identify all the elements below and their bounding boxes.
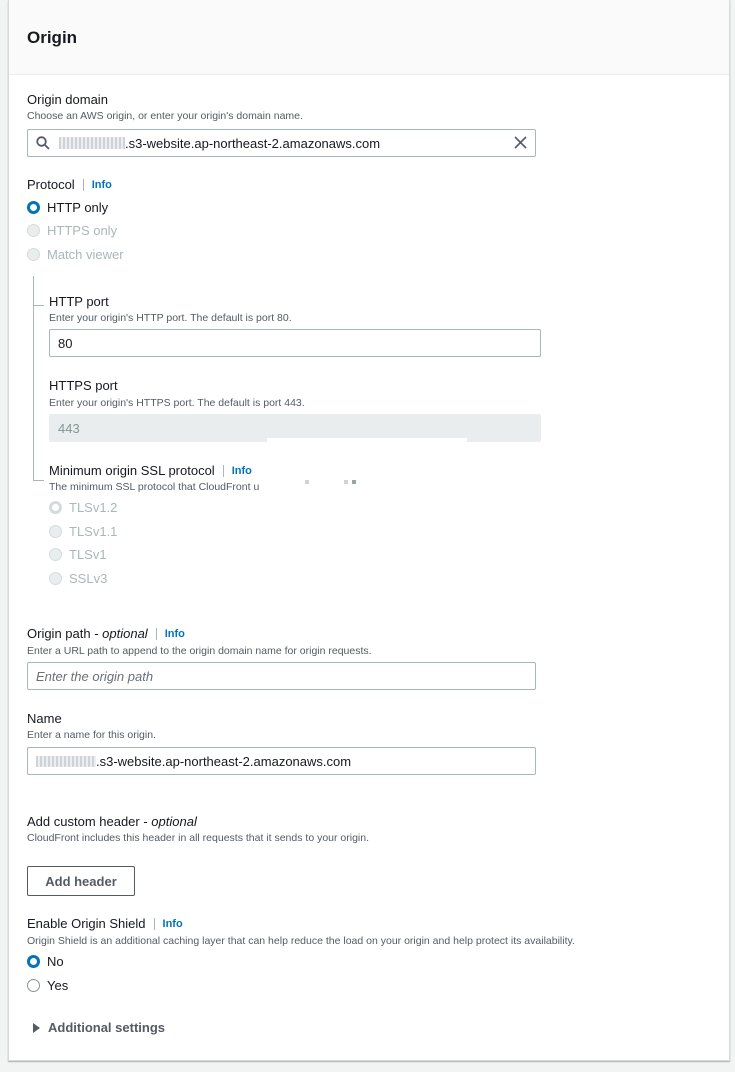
name-value: .s3-website.ap-northeast-2.amazonaws.com xyxy=(96,753,352,769)
origin-shield-label-row xyxy=(27,916,183,931)
protocol-match-viewer xyxy=(27,247,124,262)
panel-header xyxy=(9,0,729,75)
name-input[interactable] xyxy=(27,747,536,775)
ssl-tlsv12 xyxy=(49,500,117,515)
protocol-https-only xyxy=(27,223,117,238)
redaction-mark xyxy=(305,480,309,484)
radio-button[interactable] xyxy=(27,979,40,992)
radio-label: SSLv3 xyxy=(69,571,108,586)
radio-button[interactable] xyxy=(27,955,40,968)
redacted-text xyxy=(36,756,96,767)
origin-path-description: Enter a URL path to append to the origin domain name for origin requests. xyxy=(27,645,372,657)
radio-label: TLSv1 xyxy=(69,547,107,562)
radio-button xyxy=(49,501,62,514)
name-description: Enter a name for this origin. xyxy=(27,729,156,741)
ssl-protocol-description: The minimum SSL protocol that CloudFront u xyxy=(49,481,260,493)
custom-header-label-row xyxy=(27,814,197,829)
ssl-info-link[interactable]: Info xyxy=(223,465,252,477)
http-port-input[interactable] xyxy=(49,329,541,357)
nested-tick xyxy=(33,305,44,306)
panel-title: Origin xyxy=(27,28,78,47)
redaction-mark xyxy=(352,480,356,484)
origin-path-label: Origin path - xyxy=(27,626,103,641)
http-port-label: HTTP port xyxy=(49,294,109,309)
name-label: Name xyxy=(27,711,62,726)
radio-button xyxy=(27,224,40,237)
custom-header-description: CloudFront includes this header in all requests that it sends to your origin. xyxy=(27,832,370,844)
additional-settings-label: Additional settings xyxy=(48,1020,165,1035)
ssl-label-row xyxy=(49,463,252,478)
add-header-button[interactable]: Add header xyxy=(27,866,135,896)
custom-header-label: Add custom header - xyxy=(27,814,152,829)
optional-tag: optional xyxy=(151,814,197,829)
radio-button xyxy=(49,548,62,561)
origin-path-placeholder: Enter the origin path xyxy=(36,668,154,684)
radio-label: HTTP only xyxy=(47,200,109,215)
radio-label: TLSv1.2 xyxy=(69,500,118,515)
origin-panel xyxy=(8,0,730,1061)
radio-label: HTTPS only xyxy=(47,223,118,238)
ssl-tlsv1 xyxy=(49,547,107,562)
radio-button xyxy=(27,248,40,261)
origin-shield-label: Enable Origin Shield xyxy=(27,916,146,931)
radio-label: TLSv1.1 xyxy=(69,524,118,539)
origin-shield-info-link[interactable]: Info xyxy=(154,918,183,930)
https-port-description: Enter your origin's HTTPS port. The default is port 443. xyxy=(49,397,305,409)
close-icon[interactable] xyxy=(514,136,527,149)
redaction-patch xyxy=(267,438,467,443)
ssl-sslv3 xyxy=(49,571,107,586)
ssl-tlsv11 xyxy=(49,524,117,539)
https-port-label: HTTPS port xyxy=(49,378,118,393)
origin-path-info-link[interactable]: Info xyxy=(156,628,185,640)
nested-settings-line xyxy=(33,276,34,481)
additional-settings-toggle[interactable] xyxy=(33,1020,165,1035)
protocol-info-link[interactable]: Info xyxy=(83,179,112,191)
search-icon xyxy=(36,136,50,150)
origin-domain-value: .s3-website.ap-northeast-2.amazonaws.com xyxy=(125,135,381,151)
optional-tag: optional xyxy=(102,626,148,641)
redacted-text xyxy=(59,137,125,149)
origin-shield-no[interactable] xyxy=(27,954,64,969)
protocol-label-row xyxy=(27,177,112,192)
http-port-description: Enter your origin's HTTP port. The default is port 80. xyxy=(49,312,292,324)
origin-domain-description: Choose an AWS origin, or enter your origin's domain name. xyxy=(27,110,303,122)
protocol-http-only[interactable] xyxy=(27,200,108,215)
origin-path-input[interactable] xyxy=(27,662,536,690)
radio-button xyxy=(49,572,62,585)
radio-button xyxy=(49,525,62,538)
nested-tick xyxy=(33,480,44,481)
radio-label: Match viewer xyxy=(47,247,124,262)
radio-label: No xyxy=(47,954,64,969)
radio-button[interactable] xyxy=(27,201,40,214)
origin-domain-label: Origin domain xyxy=(27,92,108,107)
protocol-label: Protocol xyxy=(27,177,75,192)
origin-path-label-row xyxy=(27,626,185,641)
http-port-value: 80 xyxy=(58,335,73,351)
radio-label: Yes xyxy=(47,978,69,993)
ssl-protocol-label: Minimum origin SSL protocol xyxy=(49,463,215,478)
redaction-mark xyxy=(344,480,348,484)
origin-domain-input[interactable] xyxy=(27,129,536,157)
origin-shield-yes[interactable] xyxy=(27,978,68,993)
https-port-value: 443 xyxy=(58,420,80,436)
origin-shield-description: Origin Shield is an additional caching layer that can help reduce the load on your origin and help protect its availability. xyxy=(27,935,575,947)
caret-right-icon xyxy=(33,1023,41,1033)
